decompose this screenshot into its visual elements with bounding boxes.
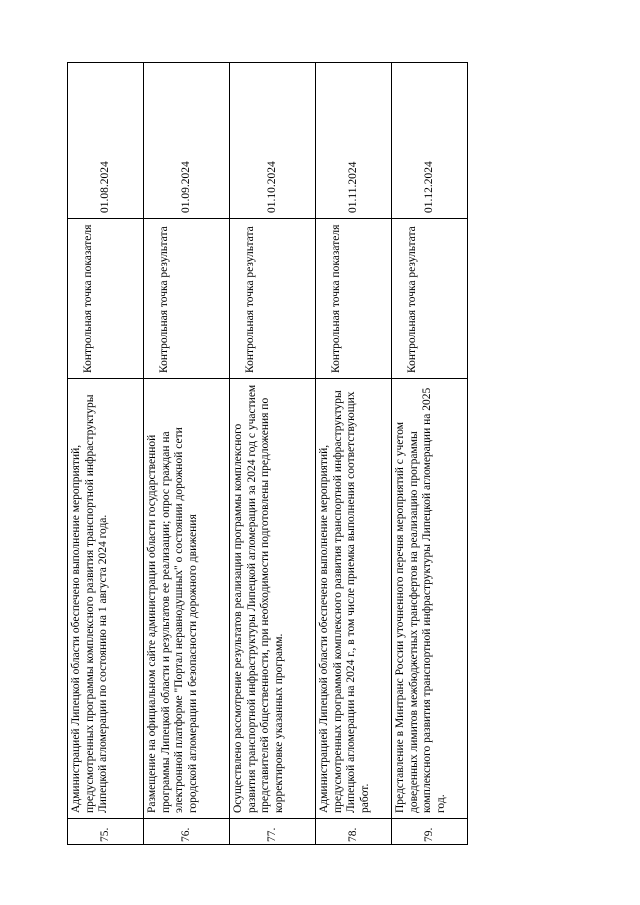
row-type: Контрольная точка результата [230, 219, 316, 379]
row-type: Контрольная точка результата [144, 219, 230, 379]
row-description: Администрацией Липецкой области обеспечено выполнение мероприятий, предусмотренных программой комплексного развития транспортной инфраструктуры Липецкой агломерации на 2024 г., в том числе приемка выполнения соответствующих работ. [316, 379, 392, 819]
row-number: 75. [68, 819, 144, 845]
row-date: 01.12.2024 [392, 63, 468, 219]
row-date: 01.09.2024 [144, 63, 230, 219]
row-date: 01.10.2024 [230, 63, 316, 219]
table-row [68, 63, 144, 845]
row-number: 78. [316, 819, 392, 845]
table-row [144, 63, 230, 845]
control-points-table [67, 62, 468, 845]
row-type: Контрольная точка результата [392, 219, 468, 379]
row-date: 01.11.2024 [316, 63, 392, 219]
table-row [230, 63, 316, 845]
row-type: Контрольная точка показателя [316, 219, 392, 379]
row-type: Контрольная точка показателя [68, 219, 144, 379]
row-description: Осуществлено рассмотрение результатов реализации программы комплексного развития транспортной инфраструктуры Липецкой агломерации за 2024 год с участием представителей общественности, при необходимости подготовлены предложения по корректировке указанных программ. [230, 379, 316, 819]
rotated-page-content [67, 63, 467, 845]
row-description: Размещение на официальном сайте администрации области государственной программы Липецкой области и результатов ее реализации; опрос граждан на электронной платформе "Портал неравнодушных" о состоянии дорожной сети городской агломерации и безопасности дорожного движения [144, 379, 230, 819]
row-description: Представление в Минтранс России уточненного перечня мероприятий с учетом доведенных лимитов межбюджетных трансфертов на реализацию программы комплексного развития транспортной инфраструктуры Липецкой агломерации на 2025 год. [392, 379, 468, 819]
row-description: Администрацией Липецкой области обеспечено выполнение мероприятий, предусмотренных программы комплексного развития транспортной инфраструктуры Липецкой агломерации по состоянию на 1 августа 2024 года. [68, 379, 144, 819]
row-date: 01.08.2024 [68, 63, 144, 219]
row-number: 79. [392, 819, 468, 845]
table-row [316, 63, 392, 845]
row-number: 76. [144, 819, 230, 845]
row-number: 77. [230, 819, 316, 845]
table-row [392, 63, 468, 845]
